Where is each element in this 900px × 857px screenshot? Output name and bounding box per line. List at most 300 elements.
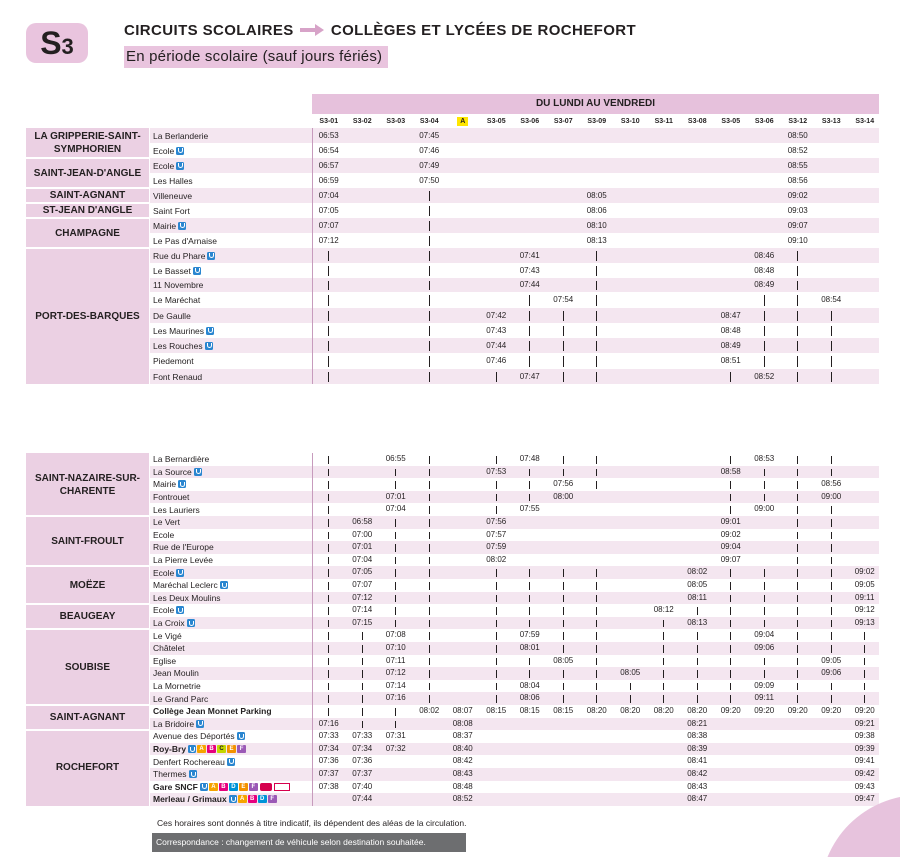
pass-through-bar: [730, 607, 731, 615]
stop-name: [153, 743, 246, 756]
table-row: [150, 278, 879, 292]
pass-through-bar: [596, 620, 597, 628]
time-cell: 07:08: [385, 630, 406, 640]
stop-name: [153, 781, 290, 794]
pass-through-bar: [429, 206, 430, 216]
stop-name: [153, 541, 214, 554]
column-code: S3-04: [419, 118, 439, 125]
pass-through-bar: [596, 295, 597, 306]
time-cell: 09:20: [754, 706, 775, 715]
pass-through-bar: [797, 251, 798, 261]
stop-label: De Gaulle: [153, 310, 191, 321]
stop-name: [153, 248, 215, 263]
time-cell: 08:48: [452, 781, 473, 791]
time-cell: 08:56: [787, 176, 808, 185]
pass-through-bar: [630, 695, 631, 703]
stop-name: [153, 629, 182, 642]
pass-through-bar: [529, 658, 530, 666]
pass-through-bar: [395, 595, 396, 603]
sncf-logo-icon: [260, 783, 272, 791]
stop-label: Piedemont: [153, 356, 194, 366]
pass-through-bar: [764, 569, 765, 577]
time-cell: 09:09: [754, 680, 775, 690]
table-row: [150, 755, 879, 768]
time-cell: 08:55: [787, 161, 808, 170]
wheelchair-icon: [196, 720, 204, 728]
table-row: [150, 491, 879, 504]
pass-through-bar: [429, 632, 430, 640]
pass-through-bar: [730, 658, 731, 666]
pass-through-bar: [764, 607, 765, 615]
pass-through-bar: [429, 494, 430, 502]
time-cell: 08:56: [821, 479, 842, 489]
pass-through-bar: [429, 532, 430, 540]
pass-through-bar: [563, 670, 564, 678]
pass-through-bar: [395, 569, 396, 577]
time-cell: 09:20: [821, 706, 842, 715]
stop-label: Ecole: [153, 529, 175, 540]
wheelchair-icon: [237, 732, 245, 740]
pass-through-bar: [831, 683, 832, 691]
pass-through-bar: [596, 281, 597, 290]
pass-through-bar: [529, 295, 530, 306]
stop-label: La Pierre Levée: [153, 555, 214, 566]
group-divider: [26, 157, 149, 159]
time-cell: 07:45: [419, 131, 440, 140]
pass-through-bar: [797, 695, 798, 703]
time-cell: 09:11: [754, 693, 774, 703]
pass-through-bar: [429, 519, 430, 527]
time-cell: 08:21: [687, 718, 708, 728]
bus-line-badge: B: [219, 783, 228, 791]
stop-name: [153, 529, 174, 542]
time-cell: 09:13: [854, 617, 875, 627]
time-cell: 09:20: [854, 706, 875, 715]
time-cell: 07:43: [519, 266, 540, 275]
pass-through-bar: [529, 582, 530, 590]
pass-through-bar: [797, 544, 798, 552]
stop-label: Font Renaud: [153, 371, 203, 382]
wheelchair-icon: [178, 222, 186, 230]
stop-label: Le Vigé: [153, 630, 182, 641]
time-cell: 08:10: [586, 221, 607, 230]
pass-through-bar: [563, 456, 564, 464]
pass-through-bar: [764, 658, 765, 666]
time-cell: 09:41: [854, 756, 875, 766]
stop-name: [153, 604, 184, 617]
table-row: [150, 730, 879, 743]
pass-through-bar: [429, 295, 430, 306]
time-cell: 07:44: [352, 794, 373, 804]
pass-through-bar: [496, 569, 497, 577]
stop-name: [153, 503, 200, 516]
pass-through-bar: [730, 456, 731, 464]
group-divider: [26, 628, 149, 630]
stop-label: La Bernardière: [153, 454, 210, 465]
pass-through-bar: [328, 569, 329, 577]
time-cell: 07:01: [385, 491, 406, 501]
time-cell: 08:20: [653, 706, 674, 715]
table-row: [150, 781, 879, 794]
table-row: [150, 353, 879, 369]
pass-through-bar: [563, 341, 564, 351]
time-cell: 06:55: [385, 454, 406, 463]
time-cell: 09:03: [787, 206, 808, 215]
column-code: S3-09: [587, 118, 607, 125]
time-cell: 08:50: [787, 131, 808, 140]
table-row: [150, 680, 879, 693]
pass-through-bar: [831, 372, 832, 382]
time-cell: 07:32: [385, 743, 406, 753]
pass-through-bar: [395, 721, 396, 729]
time-cell: 08:05: [620, 668, 641, 678]
pass-through-bar: [429, 557, 430, 565]
stop-label: Avenue des Déportés: [153, 731, 235, 742]
time-cell: 08:49: [754, 280, 775, 289]
pass-through-bar: [596, 341, 597, 351]
stop-name: [153, 705, 272, 718]
pass-through-bar: [496, 481, 497, 489]
wheelchair-icon: [227, 758, 235, 766]
stop-label: Ecole: [153, 567, 175, 578]
pass-through-bar: [596, 582, 597, 590]
time-cell: 07:14: [352, 605, 373, 615]
pass-through-bar: [529, 341, 530, 351]
column-code: S3-08: [687, 118, 707, 125]
stop-label: Saint Fort: [153, 205, 190, 216]
stop-name: [153, 718, 204, 731]
pass-through-bar: [864, 695, 865, 703]
time-cell: 08:01: [519, 643, 540, 652]
time-cell: 09:20: [720, 706, 741, 715]
pass-through-bar: [429, 620, 430, 628]
stop-name: [153, 730, 245, 743]
pass-through-bar: [529, 469, 530, 477]
pass-through-bar: [596, 695, 597, 703]
table-row: [150, 692, 879, 705]
time-cell: 07:12: [318, 236, 339, 245]
pass-through-bar: [429, 506, 430, 514]
pass-through-bar: [831, 569, 832, 577]
time-cell: 08:15: [519, 706, 540, 715]
pass-through-bar: [797, 456, 798, 464]
time-cell: 07:59: [486, 542, 507, 552]
time-cell: 06:53: [318, 131, 339, 140]
pass-through-bar: [563, 326, 564, 336]
pass-through-bar: [764, 670, 765, 678]
pass-through-bar: [663, 670, 664, 678]
pass-through-bar: [529, 620, 530, 628]
stop-name: [153, 566, 184, 579]
time-cell: 08:02: [419, 706, 440, 715]
pass-through-bar: [831, 311, 832, 321]
time-cell: 07:07: [318, 221, 339, 230]
pass-through-bar: [429, 695, 430, 703]
time-cell: 07:16: [385, 693, 406, 703]
stop-name: [153, 323, 214, 338]
stop-label: Mairie: [153, 220, 177, 231]
table-row: [150, 143, 879, 158]
pass-through-bar: [529, 494, 530, 502]
commune-label: SAINT-AGNANT: [26, 705, 149, 730]
pass-through-bar: [429, 266, 430, 276]
stop-label: La Mornetrie: [153, 681, 201, 692]
group-divider: [26, 704, 149, 706]
table-row: [150, 338, 879, 353]
pass-through-bar: [797, 356, 798, 367]
pass-through-bar: [730, 670, 731, 678]
bus-line-badge: F: [268, 795, 277, 803]
time-cell: 09:39: [854, 743, 875, 753]
pass-through-bar: [328, 683, 329, 691]
bus-line-badge: E: [239, 783, 248, 791]
stop-label: Les Rouches: [153, 340, 203, 351]
stop-name: [153, 554, 213, 567]
pass-through-bar: [496, 658, 497, 666]
stop-label: Collège Jean Monnet Parking: [153, 706, 272, 717]
pass-through-bar: [596, 607, 597, 615]
pass-through-bar: [328, 519, 329, 527]
table-row: [150, 529, 879, 542]
pass-through-bar: [596, 469, 597, 477]
table-row: [150, 743, 879, 756]
time-cell: 08:13: [687, 617, 708, 627]
pass-through-bar: [496, 632, 497, 640]
pass-through-bar: [596, 456, 597, 464]
pass-through-bar: [797, 607, 798, 615]
time-cell: 09:07: [787, 221, 808, 230]
column-divider: [312, 128, 313, 384]
stop-name: [153, 188, 192, 203]
table-row: [150, 158, 879, 173]
stop-name: [153, 617, 195, 630]
pass-through-bar: [563, 372, 564, 382]
pass-through-bar: [663, 695, 664, 703]
pass-through-bar: [328, 481, 329, 489]
group-divider: [26, 565, 149, 567]
pass-through-bar: [328, 281, 329, 290]
time-cell: 08:00: [553, 491, 574, 501]
time-cell: 07:04: [352, 554, 373, 564]
pass-through-bar: [630, 683, 631, 691]
pass-through-bar: [797, 645, 798, 653]
bus-line-badge: E: [227, 745, 236, 753]
bus-line-badge: A: [238, 795, 247, 803]
stop-name: [153, 203, 190, 218]
pass-through-bar: [864, 632, 865, 640]
time-cell: 09:02: [720, 529, 741, 539]
pass-through-bar: [362, 632, 363, 640]
pass-through-bar: [429, 658, 430, 666]
pass-through-bar: [831, 519, 832, 527]
pass-through-bar: [596, 266, 597, 276]
pass-through-bar: [529, 595, 530, 603]
time-cell: 08:02: [486, 554, 507, 564]
pass-through-bar: [328, 506, 329, 514]
stop-label: Eglise: [153, 655, 177, 666]
table-row: [150, 128, 879, 143]
time-cell: 07:04: [385, 504, 406, 514]
stop-label: Le Pas d'Arnaise: [153, 235, 217, 246]
pass-through-bar: [596, 372, 597, 382]
time-cell: 09:06: [754, 643, 775, 652]
wheelchair-icon: [193, 267, 201, 275]
wheelchair-icon: [220, 581, 228, 589]
wheelchair-icon: [178, 480, 186, 488]
pass-through-bar: [596, 632, 597, 640]
time-cell: 08:06: [519, 693, 540, 703]
commune-label: CHAMPAGNE: [26, 218, 149, 248]
time-cell: 07:42: [486, 311, 507, 320]
time-cell: 07:34: [352, 743, 373, 753]
pass-through-bar: [730, 481, 731, 489]
time-cell: 07:56: [553, 479, 574, 489]
time-cell: 07:37: [318, 769, 339, 778]
stop-name: [153, 453, 209, 466]
time-cell: 07:47: [519, 372, 540, 381]
pass-through-bar: [362, 658, 363, 666]
pass-through-bar: [496, 683, 497, 691]
pass-through-bar: [429, 356, 430, 367]
pass-through-bar: [797, 341, 798, 351]
time-cell: 07:57: [486, 529, 507, 539]
pass-through-bar: [797, 569, 798, 577]
wheelchair-icon: [206, 327, 214, 335]
pass-through-bar: [831, 620, 832, 628]
column-code: S3-13: [821, 118, 841, 125]
stop-label: Le Grand Parc: [153, 693, 209, 704]
time-cell: 07:59: [519, 630, 540, 640]
table-row: [150, 218, 879, 233]
stop-name: [153, 478, 186, 491]
table-row: [150, 466, 879, 479]
pass-through-bar: [831, 356, 832, 367]
pass-through-bar: [395, 532, 396, 540]
stop-name: [153, 263, 201, 278]
stop-name: [153, 680, 201, 693]
train-icon: [274, 783, 290, 791]
title-right: COLLÈGES ET LYCÉES DE ROCHEFORT: [330, 22, 637, 39]
pass-through-bar: [328, 708, 329, 716]
pass-through-bar: [429, 607, 430, 615]
bus-line-badge: C: [217, 745, 226, 753]
stop-label: La Bridoire: [153, 718, 195, 729]
time-cell: 07:05: [318, 206, 339, 215]
group-divider: [26, 187, 149, 189]
stop-name: [153, 579, 228, 592]
pass-through-bar: [328, 356, 329, 367]
time-cell: 09:00: [754, 504, 775, 514]
wheelchair-icon: [176, 147, 184, 155]
time-cell: 06:59: [318, 176, 339, 185]
pass-through-bar: [429, 670, 430, 678]
wheelchair-icon: [205, 342, 213, 350]
time-cell: 07:37: [352, 769, 373, 778]
stop-label: Ecole: [153, 160, 175, 171]
stop-name: [153, 655, 176, 668]
time-cell: 07:15: [352, 617, 373, 627]
pass-through-bar: [563, 620, 564, 628]
pass-through-bar: [563, 569, 564, 577]
table-row: [150, 369, 879, 384]
stop-name: [153, 491, 189, 504]
pass-through-bar: [429, 311, 430, 321]
table-row: [150, 793, 879, 806]
time-cell: 09:05: [854, 580, 875, 589]
pass-through-bar: [697, 632, 698, 640]
time-cell: 07:55: [519, 504, 540, 514]
stop-name: [153, 466, 202, 479]
pass-through-bar: [496, 494, 497, 502]
time-cell: 08:20: [620, 706, 641, 715]
pass-through-bar: [764, 356, 765, 367]
pass-through-bar: [596, 569, 597, 577]
stop-name: [153, 338, 213, 353]
column-code: S3-01: [319, 118, 339, 125]
time-cell: 08:52: [787, 146, 808, 155]
time-cell: 07:49: [419, 161, 440, 170]
pass-through-bar: [730, 645, 731, 653]
time-cell: 08:08: [452, 718, 473, 728]
pass-through-bar: [596, 326, 597, 336]
pass-through-bar: [328, 266, 329, 276]
table-row: [150, 655, 879, 668]
pass-through-bar: [563, 645, 564, 653]
pass-through-bar: [697, 670, 698, 678]
line-badge-number: 3: [61, 34, 74, 59]
column-code: S3-03: [386, 118, 406, 125]
pass-through-bar: [663, 645, 664, 653]
time-cell: 07:53: [486, 466, 507, 476]
column-codes: [312, 116, 879, 128]
pass-through-bar: [395, 607, 396, 615]
table-row: [150, 478, 879, 491]
stop-name: [153, 278, 203, 292]
time-cell: 08:48: [720, 326, 741, 335]
stop-label: Le Vert: [153, 517, 180, 528]
time-cell: 07:36: [352, 756, 373, 766]
time-cell: 09:05: [821, 655, 842, 665]
pass-through-bar: [663, 620, 664, 628]
time-cell: 08:05: [553, 655, 574, 665]
stop-name: [153, 592, 221, 605]
time-cell: 09:07: [720, 554, 741, 564]
pass-through-bar: [596, 683, 597, 691]
pass-through-bar: [496, 695, 497, 703]
pass-through-bar: [764, 469, 765, 477]
time-cell: 09:38: [854, 731, 875, 741]
pass-through-bar: [797, 532, 798, 540]
pass-through-bar: [764, 481, 765, 489]
pass-through-bar: [563, 595, 564, 603]
stop-name: [153, 292, 200, 308]
pass-through-bar: [831, 595, 832, 603]
pass-through-bar: [328, 632, 329, 640]
stop-name: [153, 308, 191, 323]
commune-label: SAINT-FROULT: [26, 516, 149, 566]
time-cell: 09:20: [787, 706, 808, 715]
time-cell: 07:50: [419, 176, 440, 185]
table-row: [150, 629, 879, 642]
stop-label: Denfert Rochereau: [153, 756, 225, 767]
pass-through-bar: [395, 481, 396, 489]
column-code: S3-05: [721, 118, 741, 125]
pass-through-bar: [328, 670, 329, 678]
pass-through-bar: [429, 251, 430, 261]
pass-through-bar: [797, 519, 798, 527]
pass-through-bar: [831, 557, 832, 565]
stop-name: [153, 667, 199, 680]
